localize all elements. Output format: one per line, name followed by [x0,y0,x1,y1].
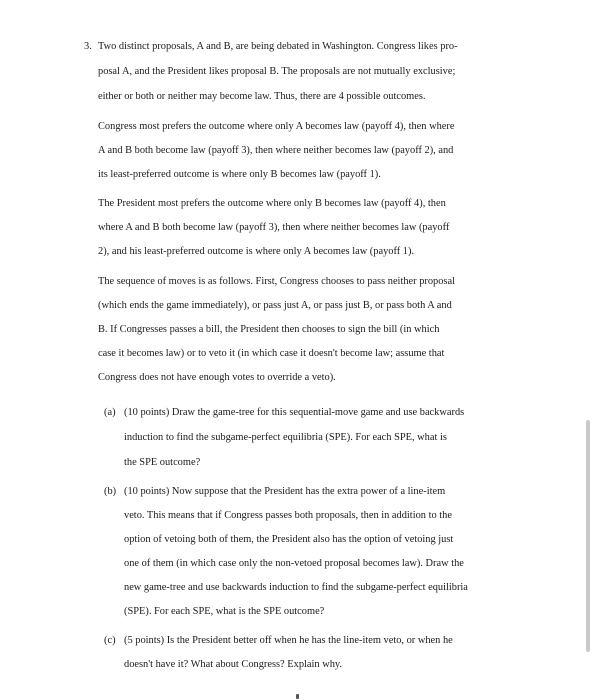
sequence-line: Congress does not have enough votes to override a veto). [98,372,336,383]
part-c-line: (5 points) Is the President better off when he has the line-item veto, or when he [124,635,453,646]
part-a-line: the SPE outcome? [124,457,201,468]
part-b-label: (b) [104,486,117,497]
sequence-line: case it becomes law) or to veto it (in which case it doesn't become law; assume that [98,348,445,359]
question-number: 3. [84,41,92,52]
part-b-line: (10 points) Now suppose that the President has the extra power of a line-item [124,486,446,497]
president-line: The President most prefers the outcome where only B becomes law (payoff 4), then [98,198,446,209]
part-c-label: (c) [104,635,116,646]
president-line: where A and B both become law (payoff 3), then where neither becomes law (payoff [98,222,450,233]
congress-line: its least-preferred outcome is where only B becomes law (payoff 1). [98,169,381,180]
sequence-line: The sequence of moves is as follows. First, Congress chooses to pass neither proposal [98,276,455,287]
part-a-line: (10 points) Draw the game-tree for this sequential-move game and use backwards [124,407,465,418]
intro-line: Two distinct proposals, A and B, are being debated in Washington. Congress likes pro- [98,41,458,52]
part-c-line: doesn't have it? What about Congress? Explain why. [124,659,343,670]
congress-line: A and B both become law (payoff 3), then where neither becomes law (payoff 2), and [98,145,454,156]
part-a-line: induction to find the subgame-perfect equilibria (SPE). For each SPE, what is [124,432,447,443]
president-line: 2), and his least-preferred outcome is where only A becomes law (payoff 1). [98,246,415,257]
sequence-line: B. If Congresses passes a bill, the President then chooses to sign the bill (in which [98,324,440,335]
sequence-line: (which ends the game immediately), or pass just A, or pass just B, or pass both A and [98,300,452,311]
part-b-line: veto. This means that if Congress passes both proposals, then in addition to the [124,510,452,521]
congress-line: Congress most prefers the outcome where only A becomes law (payoff 4), then where [98,121,455,132]
intro-line: either or both or neither may become law. Thus, there are 4 possible outcomes. [98,91,426,102]
part-b-line: new game-tree and use backwards induction to find the subgame-perfect equilibria [124,582,468,593]
part-b-line: one of them (in which case only the non-vetoed proposal becomes law). Draw the [124,558,464,569]
part-b-line: option of vetoing both of them, the President also has the option of vetoing just [124,534,454,545]
part-a-label: (a) [104,407,116,418]
intro-line: posal A, and the President likes proposal B. The proposals are not mutually exclusive; [98,66,456,77]
scrollbar[interactable] [586,420,590,652]
part-b-line: (SPE). For each SPE, what is the SPE outcome? [124,606,325,617]
page-number-fragment [296,694,299,699]
